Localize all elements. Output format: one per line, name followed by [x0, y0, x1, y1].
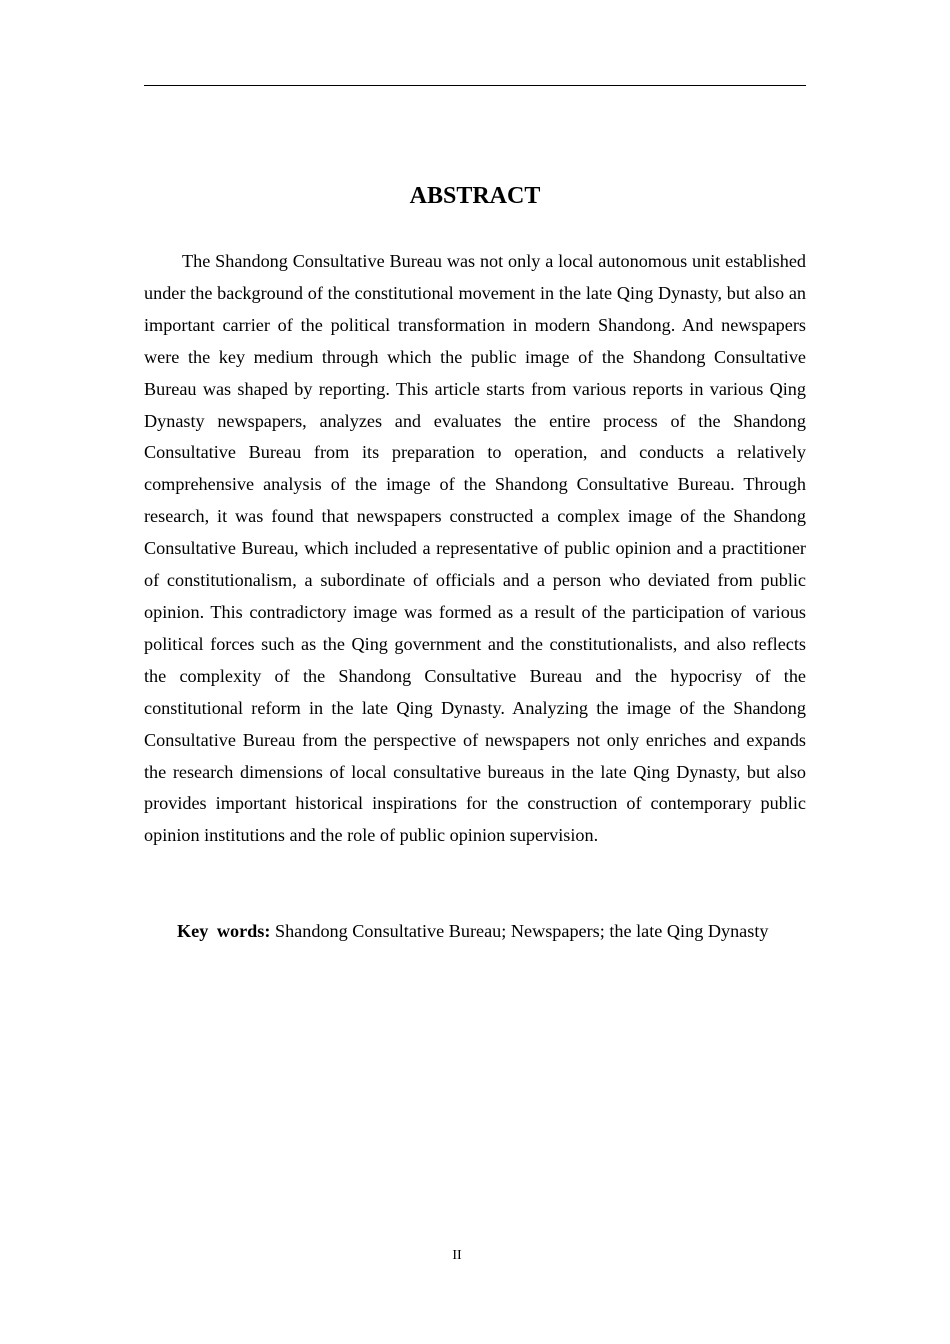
header-rule: [144, 85, 806, 86]
keywords-text: Shandong Consultative Bureau; Newspapers; the late Qing Dynasty: [274, 921, 769, 941]
page-title: ABSTRACT: [409, 183, 541, 209]
keywords-line: [177, 916, 817, 947]
keywords-label: Key words:: [177, 921, 271, 941]
page-number: II: [452, 1248, 462, 1263]
abstract-body: The Shandong Consultative Bureau was not only a local autonomous unit established under the background of the constitutional movement in the late Qing Dynasty, but also an important carrier of the political transformation in modern Shandong. And newspapers were the key medium through which the public image of the Shandong Consultative Bureau was shaped by reporting. This article starts from various reports in various Qing Dynasty newspapers, analyzes and evaluates the entire process of the Shandong Consultative Bureau from its preparation to operation, and conducts a relatively comprehensive analysis of the image of the Shandong Consultative Bureau. Through research, it was found that newspapers constructed a complex image of the Shandong Consultative Bureau, which included a representative of public opinion and a practitioner of constitutionalism, a subordinate of officials and a person who deviated from public opinion. This contradictory image was formed as a result of the participation of various political forces such as the Qing government and the constitutionalists, and also reflects the complexity of the Shandong Consultative Bureau and the hypocrisy of the constitutional reform in the late Qing Dynasty. Analyzing the image of the Shandong Consultative Bureau from the perspective of newspapers not only enriches and expands the research dimensions of local consultative bureaus in the late Qing Dynasty, but also provides important historical inspirations for the construction of contemporary public opinion institutions and the role of public opinion supervision.: [144, 251, 806, 846]
